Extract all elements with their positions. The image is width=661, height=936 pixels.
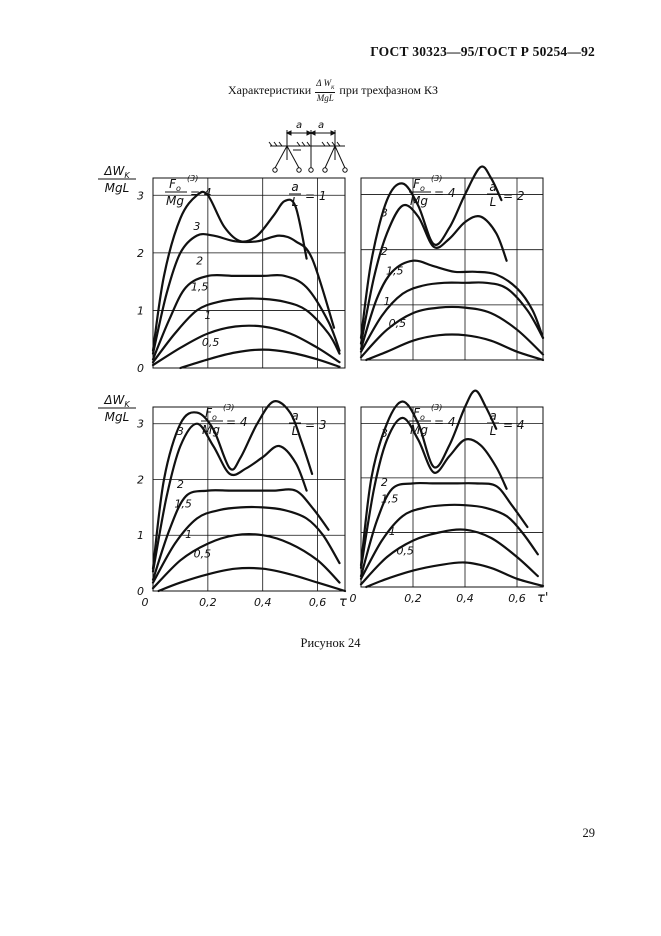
- ratio-label-numerator: a: [489, 180, 497, 194]
- series-line-0-5: [180, 350, 339, 368]
- curve-label: 2: [380, 476, 388, 490]
- force-label-value: = 4: [434, 186, 456, 200]
- series-line-1-5: [153, 507, 340, 583]
- force-label-denominator: Mg: [410, 194, 428, 208]
- x-axis-label: τ: [339, 595, 347, 610]
- conductor-schematic: [269, 130, 347, 172]
- force-label-numerator: $F_o$: [413, 177, 425, 193]
- y-tick-label: 2: [137, 246, 144, 260]
- series-line-3: [361, 205, 507, 344]
- force-label-superscript: (3): [223, 403, 235, 412]
- curve-label: 3: [193, 219, 201, 233]
- y-axis-label-numerator: $\Delta W_K$: [104, 393, 130, 409]
- force-label-numerator: $F_o$: [413, 406, 425, 422]
- ratio-label-numerator: a: [291, 409, 299, 423]
- y-axis-label-denominator: MgL: [104, 410, 130, 424]
- y-tick-label: 1: [137, 304, 144, 318]
- y-tick-label: 2: [137, 473, 144, 487]
- series-line-3: [153, 234, 334, 354]
- ratio-label-value: = 4: [503, 418, 525, 432]
- y-tick-label: 3: [137, 417, 144, 431]
- force-label-superscript: (3): [431, 174, 443, 183]
- series-line-1-5: [361, 505, 538, 579]
- curve-label: 0,5: [396, 544, 414, 558]
- curve-label: 1,5: [380, 492, 399, 506]
- curve-label: 3: [176, 424, 184, 438]
- schematic-a-label-1: a: [296, 120, 303, 131]
- chart-panel-bottom-right: [350, 391, 549, 606]
- x-tick-label: 0,6: [508, 592, 526, 605]
- curve-label: 1,5: [174, 497, 192, 511]
- y-tick-label: 0: [137, 585, 144, 598]
- ratio-label-denominator: L: [291, 195, 299, 209]
- curve-label: 0,5: [201, 336, 220, 350]
- schematic-lead-5: [335, 146, 345, 168]
- schematic-node-5: [343, 168, 347, 172]
- ratio-label-denominator: L: [291, 424, 299, 438]
- x-axis-label: τ': [537, 591, 549, 606]
- x-tick-label: 0,2: [199, 596, 217, 609]
- ratio-label-numerator: a: [489, 409, 497, 423]
- curve-label: 1,5: [386, 264, 404, 278]
- force-label-numerator: $F_o$: [169, 177, 181, 193]
- force-label-superscript: (3): [431, 403, 443, 412]
- series-line-1-5: [153, 299, 340, 363]
- curve-label: 0,5: [388, 316, 407, 330]
- series-line-1: [153, 326, 340, 365]
- x-tick-label: 0,4: [456, 592, 474, 605]
- curve-label: 1: [204, 309, 212, 323]
- x-origin-label: 0: [141, 596, 149, 609]
- chart-panel-top-right: [361, 166, 543, 360]
- y-axis-label-numerator: $\Delta W_K$: [104, 164, 130, 180]
- x-tick-label: 0,6: [308, 596, 327, 609]
- curve-label: 2: [176, 477, 184, 491]
- curve-label: 2: [380, 245, 388, 259]
- x-origin-label: 0: [349, 592, 357, 605]
- curve-label: 1: [383, 294, 391, 308]
- curve-label: 1,5: [190, 280, 209, 294]
- x-tick-label: 0,4: [253, 596, 272, 609]
- ratio-label-value: = 3: [305, 418, 327, 432]
- schematic-a-label-2: a: [318, 120, 325, 131]
- force-label-denominator: Mg: [166, 194, 184, 208]
- curve-label: 2: [196, 254, 204, 268]
- force-label-denominator: Mg: [410, 423, 428, 437]
- force-label-value: = 4: [190, 186, 212, 200]
- curve-label: 3: [380, 427, 388, 440]
- ratio-label-denominator: L: [489, 195, 497, 209]
- curve-label: 1: [388, 525, 396, 539]
- chart-panel-bottom-left: [98, 393, 347, 610]
- caption-suffix: при трехфазном КЗ: [339, 83, 438, 98]
- curve-label: 0,5: [193, 547, 212, 561]
- y-axis-label-denominator: MgL: [104, 181, 130, 195]
- schematic-lead-2: [287, 146, 299, 168]
- ratio-label-value: = 2: [503, 189, 525, 203]
- schematic-lead-1: [275, 146, 287, 168]
- caption-fraction-denominator: MgL: [316, 92, 334, 103]
- y-tick-label: 0: [137, 362, 144, 375]
- chart-panel-top-left: [98, 164, 345, 375]
- caption-prefix: Характеристики: [228, 83, 312, 98]
- series-line-1: [361, 307, 543, 357]
- figure-caption: Рисунок 24: [300, 636, 361, 650]
- schematic-node-4: [323, 168, 327, 172]
- force-label-superscript: (3): [187, 174, 199, 183]
- schematic-node-3: [309, 168, 313, 172]
- curve-label: 1: [185, 528, 193, 542]
- force-label-denominator: Mg: [202, 423, 220, 437]
- ratio-label-value: = 1: [305, 189, 327, 203]
- force-label-value: = 4: [226, 415, 248, 429]
- schematic-hatching: [269, 142, 340, 146]
- series-line-0-5: [159, 568, 346, 591]
- y-tick-label: 3: [137, 189, 144, 203]
- force-label-value: = 4: [434, 415, 456, 429]
- curve-label: 3: [380, 206, 388, 220]
- series-line-0-5: [366, 335, 543, 360]
- ratio-label-denominator: L: [489, 424, 497, 438]
- schematic-node-2: [297, 168, 301, 172]
- schematic-node-1: [273, 168, 277, 172]
- series-line-0-5: [366, 562, 543, 587]
- page-number: 29: [582, 826, 595, 840]
- ratio-label-numerator: a: [291, 180, 299, 194]
- y-tick-label: 1: [137, 529, 144, 543]
- caption-fraction-numerator: Δ $W_к$: [316, 78, 335, 91]
- x-tick-label: 0,2: [404, 592, 422, 605]
- schematic-lead-4: [325, 146, 335, 168]
- force-label-numerator: $F_o$: [205, 406, 217, 422]
- document-header: ГОСТ 30323—95/ГОСТ Р 50254—92: [370, 44, 595, 59]
